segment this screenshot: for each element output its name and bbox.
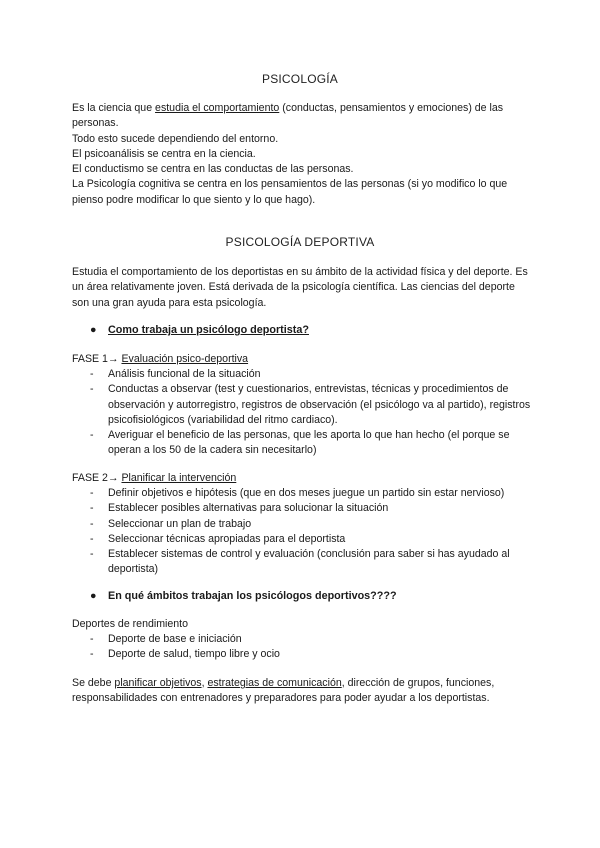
sport-intro-paragraph: Estudia el comportamiento de los deportistas en su ámbito de la actividad física y del deporte. Es un área relativamente joven. Está derivada de la psicología científica. Las ciencias del deporte son una gran ayuda para esta psicología. bbox=[72, 266, 528, 309]
list-item: - Seleccionar un plan de trabajo bbox=[90, 517, 540, 532]
list-item: - Conductas a observar (test y cuestionarios, entrevistas, técnicas y procedimientos de observación y autorregistro, registros de observación (el psicólogo va al partido), registros psicofisiológicos (variabilidad del ritmo cardiaco). bbox=[90, 383, 531, 426]
dash-icon: - bbox=[90, 517, 94, 530]
dash-icon: - bbox=[90, 532, 94, 545]
phase-1-heading: FASE 1→ Evaluación psico-deportiva bbox=[72, 353, 249, 365]
list-item: - Seleccionar técnicas apropiadas para el deportista bbox=[90, 532, 540, 547]
question-bullet-1: ● Como trabaja un psicólogo deportista? bbox=[90, 323, 309, 338]
dash-icon: - bbox=[90, 502, 94, 515]
closing-paragraph: Se debe planificar objetivos, estrategias de comunicación, dirección de grupos, funciones, responsabilidades con entrenadores y preparadores para poder ayudar a los deportistas. bbox=[72, 677, 495, 705]
list-item: - Deporte de salud, tiempo libre y ocio bbox=[90, 647, 540, 662]
intro-line-1: Es la ciencia que estudia el comportamiento (conductas, pensamientos y emociones) de las personas. bbox=[72, 102, 504, 130]
list-item: - Establecer posibles alternativas para solucionar la situación bbox=[90, 501, 540, 516]
arrow-icon: → bbox=[107, 472, 119, 484]
dash-icon: - bbox=[90, 633, 94, 645]
dash-icon: - bbox=[90, 648, 94, 661]
bullet-icon: ● bbox=[90, 590, 97, 602]
list-item: - Averiguar el beneficio de las personas, que les aporta lo que han hecho (el porque se operan a los 50 de la cadera sin necesitarlo) bbox=[90, 429, 510, 457]
dash-icon: - bbox=[90, 429, 94, 442]
intro-line-2: Todo esto sucede dependiendo del entorno. bbox=[72, 132, 279, 145]
performance-list bbox=[90, 632, 540, 663]
intro-paragraph bbox=[72, 101, 532, 208]
phase-1-list bbox=[90, 367, 540, 459]
question-bullet-2: ● En qué ámbitos trabajan los psicólogos deportivos???? bbox=[90, 589, 397, 604]
intro-line-3: El psicoanálisis se centra en la ciencia. bbox=[72, 147, 256, 160]
arrow-icon: → bbox=[107, 353, 119, 365]
page-title: PSICOLOGÍA bbox=[261, 72, 339, 86]
intro-line-4: El conductismo se centra en las conductas de las personas. bbox=[72, 163, 354, 176]
phase-2-heading: FASE 2→ Planificar la intervención bbox=[72, 472, 237, 484]
dash-icon: - bbox=[90, 487, 94, 499]
phase-2-list bbox=[90, 486, 540, 578]
underlined-term: estudia el comportamiento bbox=[155, 102, 280, 114]
underlined-term: estrategias de comunicación bbox=[207, 677, 342, 689]
dash-icon: - bbox=[90, 368, 94, 380]
list-item: - Establecer sistemas de control y evaluación (conclusión para saber si has ayudado al deportista) bbox=[90, 548, 510, 576]
list-item: - Deporte de base e iniciación bbox=[90, 632, 540, 647]
dash-icon: - bbox=[90, 548, 94, 561]
bullet-icon: ● bbox=[90, 324, 97, 336]
list-item: - Análisis funcional de la situación bbox=[90, 367, 540, 382]
list-item: - Definir objetivos e hipótesis (que en dos meses juegue un partido sin estar nervioso) bbox=[90, 486, 540, 501]
performance-heading: Deportes de rendimiento bbox=[72, 618, 189, 630]
intro-line-5: La Psicología cognitiva se centra en los pensamientos de las personas (si yo modifico lo que pienso podre modificar lo que siento y lo que hago). bbox=[72, 178, 508, 206]
section-title: PSICOLOGÍA DEPORTIVA bbox=[225, 235, 375, 249]
underlined-term: planificar objetivos bbox=[114, 677, 202, 689]
dash-icon: - bbox=[90, 383, 94, 396]
